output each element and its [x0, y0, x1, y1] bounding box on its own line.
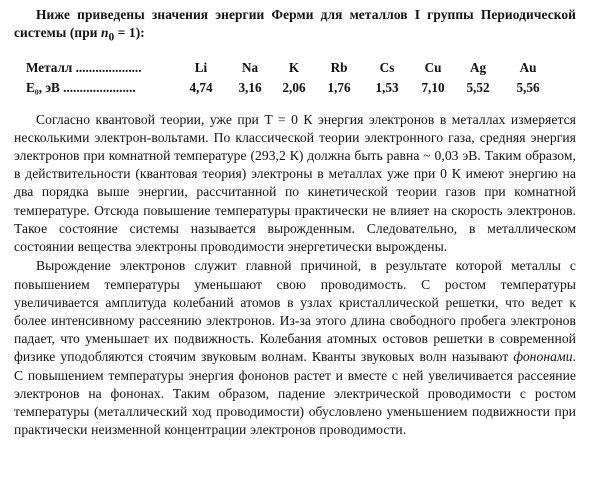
- intro-line: Ниже приведены значения энергии Ферми для металлов I группы Периодической системы (при: [14, 7, 576, 40]
- paragraph-degeneration: [14, 257, 576, 439]
- energy-cell: 5,56: [516, 79, 540, 95]
- table-row-metals: [14, 59, 576, 77]
- fermi-energy-table: [14, 59, 576, 99]
- intro-text: [14, 6, 576, 47]
- metal-cell: Cs: [379, 59, 395, 75]
- n-subscript: 0: [108, 31, 115, 44]
- emphasized-term: фононами: [513, 349, 573, 365]
- energy-cell: 7,10: [421, 79, 445, 95]
- metal-cell: Au: [519, 59, 537, 75]
- metal-cell: Ag: [469, 59, 487, 75]
- intro-tail: = 1):: [114, 25, 145, 40]
- row-label-metal: Металл ....................: [26, 59, 142, 75]
- energy-cell: 1,76: [327, 79, 351, 95]
- metal-cell: Rb: [330, 59, 348, 75]
- energy-cell: 2,06: [282, 79, 306, 95]
- n-symbol: n: [101, 25, 109, 40]
- energy-cell: 4,74: [189, 79, 213, 95]
- table-row-energies: [14, 79, 576, 97]
- metal-cell: Cu: [424, 59, 442, 75]
- metal-cell: K: [288, 59, 300, 75]
- metal-cell: Li: [194, 59, 208, 75]
- energy-cell: 3,16: [238, 79, 262, 95]
- paragraph-text: Вырождение электронов служит главной причиной, в результате которой металлы с повышением температуры уменьшают свою проводимость. С ростом температуры увеличивается амплитуда колебаний атомов в узлах кристаллической решетки, что ведет к более интенсивному рассеянию электронов. Из-за этого длина свободного пробега электронов падает, что уменьшает их подвижность. Колебания атомных остовов решетки в современной физике уподобляются стоячим звуковым волнам. Кванты звуковых волн называют: [14, 258, 576, 365]
- metal-cell: Na: [241, 59, 259, 75]
- paragraph-text: . С повышением температуры энергия фононов растет и вместе с ней увеличивается рассеяние электронов на фононах. Таким образом, падение электрической проводимости с ростом температуры (металлический ход проводимости) обусловлено уменьшением подвижности при практически неизменной концентрации электронов проводимости.: [14, 349, 576, 438]
- energy-cell: 5,52: [466, 79, 490, 95]
- row-label-energy: E₀, эВ ......................: [26, 79, 136, 95]
- energy-cell: 1,53: [375, 79, 399, 95]
- paragraph-quantum-theory: Согласно квантовой теории, уже при T = 0 К энергия электронов в металлах измеряется несколькими электрон-вольтами. По классической теории электронного газа, средняя энергия электронов при комнатной температуре (293,2 К) должна быть равна ~ 0,03 эВ. Таким образом, в действительности (квантовая теория) электроны в металлах уже при 0 К имеют энергию на два порядка выше энергии, рассчитанной по кинетической теории газов при комнатной температуре. Отсюда повышение температуры практически не влияет на скорость электронов. Такое состояние системы называется вырожденным. Следовательно, в металлическом состоянии вещества электроны проводимости энергетически вырождены.: [14, 111, 576, 255]
